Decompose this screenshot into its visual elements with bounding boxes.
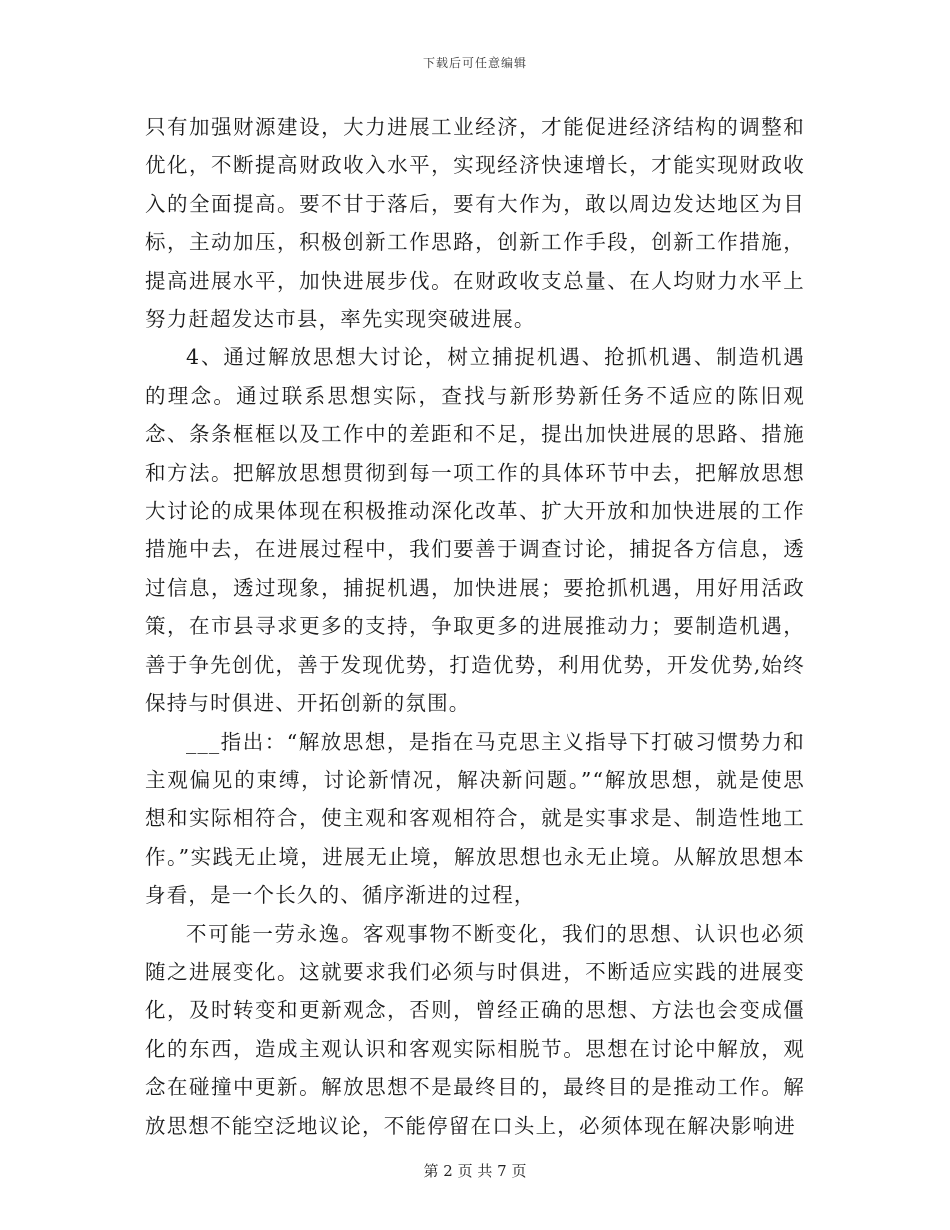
paragraph-1: 只有加强财源建设，大力进展工业经济，才能促进经济结构的调整和优化，不断提高财政收入水平，实现经济快速增长，才能实现财政收入的全面提高。要不甘于落后，要有大作为，敢以周边发达地区为目标，主动加压，积极创新工作思路，创新工作手段，创新工作措施，提高进展水平，加快进展步伐。在财政收支总量、在人均财力水平上努力赶超发达市县，率先实现突破进展。 [145,115,805,332]
document-body [145,108,805,1145]
paragraph-4: 不可能一劳永逸。客观事物不断变化，我们的思想、认识也必须随之进展变化。这就要求我们必须与时俱进，不断适应实践的进展变化，及时转变和更新观念，否则，曾经正确的思想、方法也会变成僵化的东西，造成主观认识和客观实际相脱节。思想在讨论中解放，观念在碰撞中更新。解放思想不是最终目的，最终目的是推动工作。解放思想不能空泛地议论，不能停留在口头上，必须体现在解决影响进 [145,921,805,1138]
paragraph-2: 4、通过解放思想大讨论，树立捕捉机遇、抢抓机遇、制造机遇的理念。通过联系思想实际，查找与新形势新任务不适应的陈旧观念、条条框框以及工作中的差距和不足，提出加快进展的思路、措施和方法。把解放思想贯彻到每一项工作的具体环节中去，把解放思想大讨论的成果体现在积极推动深化改革、扩大开放和加快进展的工作措施中去，在进展过程中，我们要善于调查讨论，捕捉各方信息，透过信息，透过现象，捕捉机遇，加快进展；要抢抓机遇，用好用活政策，在市县寻求更多的支持，争取更多的进展推动力；要制造机遇，善于争先创优，善于发现优势，打造优势，利用优势，开发优势,始终保持与时俱进、开拓创新的氛围。 [145,345,805,716]
page-number-footer: 第 2 页 共 7 页 [423,1162,527,1180]
page-header-note: 下载后可任意编辑 [422,56,527,70]
paragraph-3: ___指出：“解放思想，是指在马克思主义指导下打破习惯势力和主观偏见的束缚，讨论新情况，解决新问题。”“解放思想，就是使思想和实际相符合，使主观和客观相符合，就是实事求是、制造性地工作。”实践无止境，进展无止境，解放思想也永无止境。从解放思想本身看，是一个长久的、循序渐进的过程， [145,729,805,908]
